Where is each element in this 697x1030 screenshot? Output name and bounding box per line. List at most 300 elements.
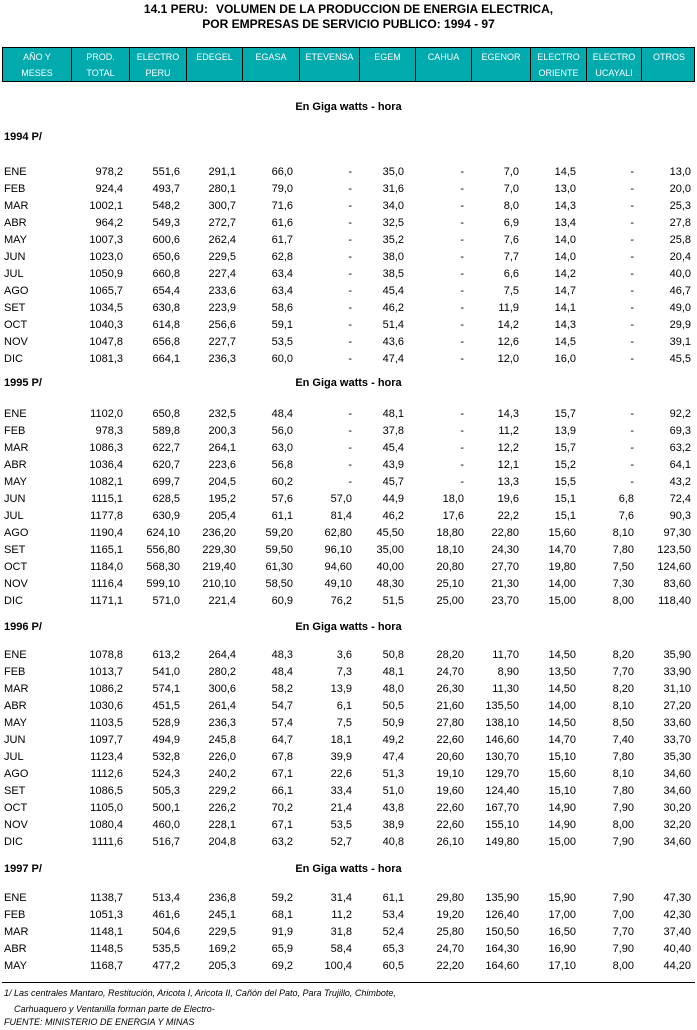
value-cell: 1105,0	[90, 802, 123, 814]
value-cell: -	[460, 408, 464, 420]
value-cell: -	[630, 200, 634, 212]
value-cell: 56,8	[271, 459, 293, 471]
value-cell: 8,00	[612, 960, 634, 972]
value-cell: 34,0	[382, 200, 404, 212]
month-cell: OCT	[4, 561, 28, 573]
value-cell: 205,4	[208, 510, 236, 522]
value-cell: 31,8	[330, 926, 352, 938]
value-cell: 49,10	[324, 578, 352, 590]
value-cell: -	[630, 183, 634, 195]
value-cell: 62,8	[271, 251, 293, 263]
value-cell: 240,2	[208, 768, 236, 780]
month-cell: ENE	[4, 892, 27, 904]
value-cell: 31,6	[382, 183, 404, 195]
value-cell: -	[630, 166, 634, 178]
table-row	[0, 232, 697, 249]
value-cell: 69,3	[669, 425, 691, 437]
column-header	[186, 48, 242, 81]
value-cell: 8,0	[503, 200, 519, 212]
value-cell: 13,9	[330, 683, 352, 695]
value-cell: 48,4	[271, 666, 293, 678]
value-cell: 21,60	[436, 700, 464, 712]
table-row	[0, 924, 697, 941]
value-cell: 49,0	[669, 302, 691, 314]
value-cell: -	[348, 166, 352, 178]
value-cell: 42,30	[663, 909, 691, 921]
value-cell: 1165,1	[90, 544, 123, 556]
value-cell: 7,00	[612, 909, 634, 921]
value-cell: 63,4	[271, 268, 293, 280]
value-cell: 45,5	[669, 353, 691, 365]
value-cell: 6,9	[503, 217, 519, 229]
value-cell: -	[348, 353, 352, 365]
column-header-line1: EDEGEL	[196, 52, 233, 62]
value-cell: 624,10	[146, 527, 180, 539]
value-cell: -	[348, 285, 352, 297]
value-cell: 1115,1	[90, 493, 123, 505]
value-cell: 8,10	[612, 527, 634, 539]
column-header-line1: PROD.	[86, 52, 115, 62]
title-text-1: VOLUMEN DE LA PRODUCCION DE ENERGIA ELECTRICA,	[215, 2, 554, 16]
table-row	[0, 300, 697, 317]
value-cell: -	[460, 166, 464, 178]
value-cell: 167,70	[485, 802, 519, 814]
value-cell: 15,60	[548, 768, 576, 780]
table-row	[0, 334, 697, 351]
value-cell: 613,2	[152, 649, 180, 661]
value-cell: 7,7	[503, 251, 519, 263]
year-heading: 1996 P/	[4, 621, 42, 633]
value-cell: 15,00	[548, 836, 576, 848]
value-cell: 232,5	[208, 408, 236, 420]
value-cell: 504,6	[152, 926, 180, 938]
value-cell: 262,4	[208, 234, 236, 246]
value-cell: 45,4	[382, 442, 404, 454]
table-row	[0, 800, 697, 817]
table-row	[0, 440, 697, 457]
table-row	[0, 715, 697, 732]
value-cell: 44,20	[663, 960, 691, 972]
footer-rule	[2, 982, 695, 983]
column-header-line1: EGENOR	[481, 52, 521, 62]
value-cell: 25,8	[669, 234, 691, 246]
table-row	[0, 351, 697, 368]
table-row	[0, 664, 697, 681]
value-cell: 59,1	[271, 319, 293, 331]
value-cell: 7,80	[612, 544, 634, 556]
value-cell: 45,7	[382, 476, 404, 488]
unit-label: En Giga watts - hora	[295, 621, 402, 633]
value-cell: -	[460, 183, 464, 195]
value-cell: 1116,4	[90, 578, 123, 590]
value-cell: -	[460, 217, 464, 229]
value-cell: 549,3	[152, 217, 180, 229]
value-cell: 14,50	[548, 683, 576, 695]
value-cell: 19,10	[436, 768, 464, 780]
footnote-2: Carhuaquero y Ventanilla forman parte de Electro-	[14, 1004, 215, 1014]
value-cell: 48,30	[376, 578, 404, 590]
month-cell: MAY	[4, 476, 28, 488]
value-cell: 233,6	[208, 285, 236, 297]
value-cell: 40,0	[669, 268, 691, 280]
value-cell: 1111,6	[91, 836, 123, 848]
value-cell: 477,2	[152, 960, 180, 972]
value-cell: 11,2	[498, 425, 519, 437]
month-cell: FEB	[4, 909, 26, 921]
value-cell: 14,0	[554, 234, 576, 246]
value-cell: -	[348, 442, 352, 454]
value-cell: 28,20	[436, 649, 464, 661]
value-cell: -	[630, 442, 634, 454]
value-cell: 57,4	[271, 717, 293, 729]
value-cell: 31,4	[330, 892, 352, 904]
column-header-line1: ETEVENSA	[305, 52, 354, 62]
value-cell: 280,1	[208, 183, 236, 195]
value-cell: 226,0	[208, 751, 236, 763]
value-cell: 31,10	[663, 683, 691, 695]
value-cell: 1051,3	[89, 909, 123, 921]
value-cell: 47,4	[382, 353, 404, 365]
value-cell: 45,4	[382, 285, 404, 297]
column-header-line2: ORIENTE	[538, 68, 579, 78]
value-cell: 20,60	[436, 751, 464, 763]
value-cell: -	[460, 476, 464, 488]
value-cell: 45,50	[376, 527, 404, 539]
value-cell: 7,70	[612, 666, 634, 678]
value-cell: -	[348, 319, 352, 331]
value-cell: 47,4	[382, 751, 404, 763]
value-cell: -	[460, 336, 464, 348]
value-cell: 528,9	[152, 717, 180, 729]
value-cell: 27,80	[436, 717, 464, 729]
value-cell: 61,30	[265, 561, 293, 573]
value-cell: 26,10	[436, 836, 464, 848]
table-row	[0, 474, 697, 491]
value-cell: 272,7	[208, 217, 236, 229]
table-title-line2: POR EMPRESAS DE SERVICIO PUBLICO: 1994 - 97	[202, 17, 495, 31]
month-cell: AGO	[4, 768, 29, 780]
value-cell: 61,7	[271, 234, 293, 246]
value-cell: -	[630, 217, 634, 229]
table-row	[0, 766, 697, 783]
value-cell: 14,3	[497, 408, 519, 420]
table-row	[0, 907, 697, 924]
value-cell: -	[460, 302, 464, 314]
value-cell: 221,4	[208, 595, 236, 607]
year-heading: 1995 P/	[4, 377, 42, 389]
value-cell: 138,10	[485, 717, 519, 729]
value-cell: 11,2	[331, 909, 352, 921]
value-cell: 14,90	[548, 802, 576, 814]
value-cell: -	[630, 285, 634, 297]
value-cell: 65,9	[271, 943, 293, 955]
value-cell: 50,5	[382, 700, 404, 712]
value-cell: 1050,9	[89, 268, 123, 280]
column-header-line1: ELECTRO	[592, 52, 636, 62]
value-cell: 90,3	[669, 510, 691, 522]
value-cell: 7,30	[612, 578, 634, 590]
value-cell: 60,9	[271, 595, 293, 607]
value-cell: 236,3	[208, 717, 236, 729]
value-cell: 100,4	[324, 960, 352, 972]
value-cell: 15,1	[554, 510, 576, 522]
value-cell: 451,5	[152, 700, 180, 712]
table-row	[0, 491, 697, 508]
month-cell: JUL	[4, 268, 24, 280]
value-cell: 300,7	[208, 200, 236, 212]
value-cell: 256,6	[208, 319, 236, 331]
value-cell: 71,6	[271, 200, 293, 212]
month-cell: DIC	[4, 836, 23, 848]
month-cell: ENE	[4, 649, 27, 661]
value-cell: 35,0	[382, 166, 404, 178]
value-cell: 513,4	[152, 892, 180, 904]
column-header	[415, 48, 471, 81]
value-cell: 7,0	[503, 183, 519, 195]
value-cell: 29,80	[436, 892, 464, 904]
value-cell: 600,6	[152, 234, 180, 246]
value-cell: 60,0	[271, 353, 293, 365]
value-cell: 48,1	[382, 666, 404, 678]
value-cell: 96,10	[324, 544, 352, 556]
value-cell: 60,5	[382, 960, 404, 972]
value-cell: 195,2	[208, 493, 236, 505]
column-header-line1: OTROS	[652, 52, 685, 62]
value-cell: 620,7	[152, 459, 180, 471]
value-cell: 280,2	[208, 666, 236, 678]
value-cell: 1123,4	[90, 751, 123, 763]
value-cell: 228,1	[208, 819, 236, 831]
value-cell: 8,10	[612, 768, 634, 780]
value-cell: 556,80	[146, 544, 180, 556]
value-cell: 650,6	[152, 251, 180, 263]
value-cell: 24,70	[436, 666, 464, 678]
value-cell: 22,60	[436, 802, 464, 814]
value-cell: 229,5	[208, 251, 236, 263]
value-cell: 7,50	[612, 561, 634, 573]
value-cell: -	[348, 425, 352, 437]
value-cell: 32,20	[663, 819, 691, 831]
value-cell: 29,9	[669, 319, 691, 331]
value-cell: 1190,4	[90, 527, 123, 539]
value-cell: 227,7	[208, 336, 236, 348]
value-cell: 223,9	[208, 302, 236, 314]
value-cell: 236,20	[202, 527, 236, 539]
value-cell: 69,2	[271, 960, 293, 972]
table-row	[0, 317, 697, 334]
value-cell: 63,2	[271, 836, 293, 848]
value-cell: 1047,8	[89, 336, 123, 348]
value-cell: 67,1	[271, 768, 293, 780]
value-cell: -	[630, 268, 634, 280]
value-cell: 149,80	[485, 836, 519, 848]
value-cell: 1023,0	[89, 251, 123, 263]
value-cell: 17,00	[548, 909, 576, 921]
value-cell: 1102,0	[90, 408, 123, 420]
table-row	[0, 164, 697, 181]
column-header	[586, 48, 641, 81]
value-cell: 35,00	[376, 544, 404, 556]
value-cell: 50,8	[382, 649, 404, 661]
value-cell: -	[630, 251, 634, 263]
value-cell: 33,70	[663, 734, 691, 746]
month-cell: ABR	[4, 943, 27, 955]
value-cell: 16,90	[548, 943, 576, 955]
month-cell: MAR	[4, 442, 29, 454]
value-cell: 59,2	[271, 892, 293, 904]
value-cell: 16,50	[548, 926, 576, 938]
table-row	[0, 249, 697, 266]
month-cell: MAR	[4, 926, 29, 938]
value-cell: 964,2	[95, 217, 123, 229]
value-cell: 33,60	[663, 717, 691, 729]
column-header	[641, 48, 696, 81]
value-cell: 219,40	[202, 561, 236, 573]
table-row	[0, 198, 697, 215]
value-cell: 30,20	[663, 802, 691, 814]
table-row	[0, 283, 697, 300]
value-cell: 924,4	[95, 183, 123, 195]
value-cell: 978,2	[95, 166, 123, 178]
value-cell: -	[348, 336, 352, 348]
value-cell: 1081,3	[89, 353, 123, 365]
value-cell: 264,1	[208, 442, 236, 454]
value-cell: 622,7	[152, 442, 180, 454]
value-cell: 1082,1	[89, 476, 123, 488]
value-cell: 574,1	[152, 683, 180, 695]
value-cell: 123,50	[657, 544, 691, 556]
value-cell: 47,30	[663, 892, 691, 904]
value-cell: -	[348, 234, 352, 246]
value-cell: 22,2	[497, 510, 519, 522]
month-cell: MAR	[4, 200, 29, 212]
value-cell: 18,10	[436, 544, 464, 556]
value-cell: 25,00	[436, 595, 464, 607]
value-cell: 1007,3	[89, 234, 123, 246]
value-cell: 7,5	[336, 717, 352, 729]
column-header-line1: EGASA	[255, 52, 287, 62]
value-cell: 1168,7	[90, 960, 123, 972]
value-cell: 614,8	[152, 319, 180, 331]
value-cell: 261,4	[208, 700, 236, 712]
month-cell: JUL	[4, 751, 24, 763]
value-cell: 205,3	[208, 960, 236, 972]
table-row	[0, 958, 697, 975]
value-cell: 57,0	[330, 493, 352, 505]
value-cell: -	[348, 183, 352, 195]
table-row	[0, 834, 697, 851]
value-cell: 1148,5	[90, 943, 123, 955]
value-cell: 628,5	[152, 493, 180, 505]
value-cell: 24,70	[436, 943, 464, 955]
value-cell: 14,0	[554, 251, 576, 263]
value-cell: 57,6	[271, 493, 293, 505]
value-cell: 8,20	[612, 649, 634, 661]
value-cell: 20,80	[436, 561, 464, 573]
column-header-line1: CAHUA	[427, 52, 460, 62]
value-cell: 43,9	[382, 459, 404, 471]
value-cell: 1086,3	[89, 442, 123, 454]
value-cell: 169,2	[208, 943, 236, 955]
value-cell: 15,7	[554, 408, 576, 420]
value-cell: 66,0	[271, 166, 293, 178]
table-row	[0, 457, 697, 474]
table-row	[0, 266, 697, 283]
table-row	[0, 423, 697, 440]
month-cell: SET	[4, 302, 26, 314]
value-cell: 291,1	[208, 166, 236, 178]
value-cell: 52,7	[330, 836, 352, 848]
table-row	[0, 941, 697, 958]
value-cell: 39,9	[330, 751, 352, 763]
value-cell: 48,3	[271, 649, 293, 661]
month-cell: AGO	[4, 527, 29, 539]
value-cell: 46,2	[382, 510, 404, 522]
value-cell: 21,4	[330, 802, 352, 814]
value-cell: 589,8	[152, 425, 180, 437]
value-cell: -	[348, 217, 352, 229]
month-cell: NOV	[4, 336, 28, 348]
table-row	[0, 525, 697, 542]
value-cell: 14,50	[548, 649, 576, 661]
value-cell: 1080,4	[89, 819, 123, 831]
value-cell: 58,50	[265, 578, 293, 590]
month-cell: ENE	[4, 166, 27, 178]
value-cell: 13,0	[554, 183, 576, 195]
value-cell: 551,6	[152, 166, 180, 178]
value-cell: 97,30	[663, 527, 691, 539]
month-cell: OCT	[4, 319, 28, 331]
column-header	[242, 48, 299, 81]
value-cell: 72,4	[669, 493, 691, 505]
value-cell: 12,1	[497, 459, 519, 471]
month-cell: ABR	[4, 459, 27, 471]
footnote-1: 1/ Las centrales Mantaro, Restitución, Aricota I, Aricota II, Cañón del Pato, Para Trujillo, Chimbote,	[4, 988, 396, 998]
value-cell: 8,50	[612, 717, 634, 729]
value-cell: -	[630, 408, 634, 420]
value-cell: 40,8	[382, 836, 404, 848]
value-cell: 39,1	[669, 336, 691, 348]
value-cell: 51,0	[382, 785, 404, 797]
value-cell: 18,0	[442, 493, 464, 505]
value-cell: 14,00	[548, 578, 576, 590]
table-number: 14.1 PERU:	[143, 2, 208, 16]
column-header	[471, 48, 530, 81]
value-cell: 70,2	[271, 802, 293, 814]
month-cell: SET	[4, 785, 26, 797]
column-header-line1: AÑO Y	[23, 52, 51, 62]
value-cell: 46,7	[669, 285, 691, 297]
value-cell: -	[460, 353, 464, 365]
table-row	[0, 215, 697, 232]
value-cell: -	[348, 476, 352, 488]
column-header-line2: UCAYALI	[595, 68, 633, 78]
value-cell: 7,6	[618, 510, 634, 522]
value-cell: 300,6	[208, 683, 236, 695]
value-cell: 19,60	[436, 785, 464, 797]
value-cell: 164,30	[485, 943, 519, 955]
value-cell: 1138,7	[90, 892, 123, 904]
month-cell: FEB	[4, 425, 26, 437]
table-row	[0, 647, 697, 664]
value-cell: 14,5	[554, 336, 576, 348]
value-cell: 978,3	[95, 425, 123, 437]
value-cell: 13,50	[548, 666, 576, 678]
value-cell: 18,1	[330, 734, 352, 746]
value-cell: 15,1	[554, 493, 576, 505]
value-cell: 1034,5	[89, 302, 123, 314]
value-cell: 11,70	[492, 649, 519, 661]
